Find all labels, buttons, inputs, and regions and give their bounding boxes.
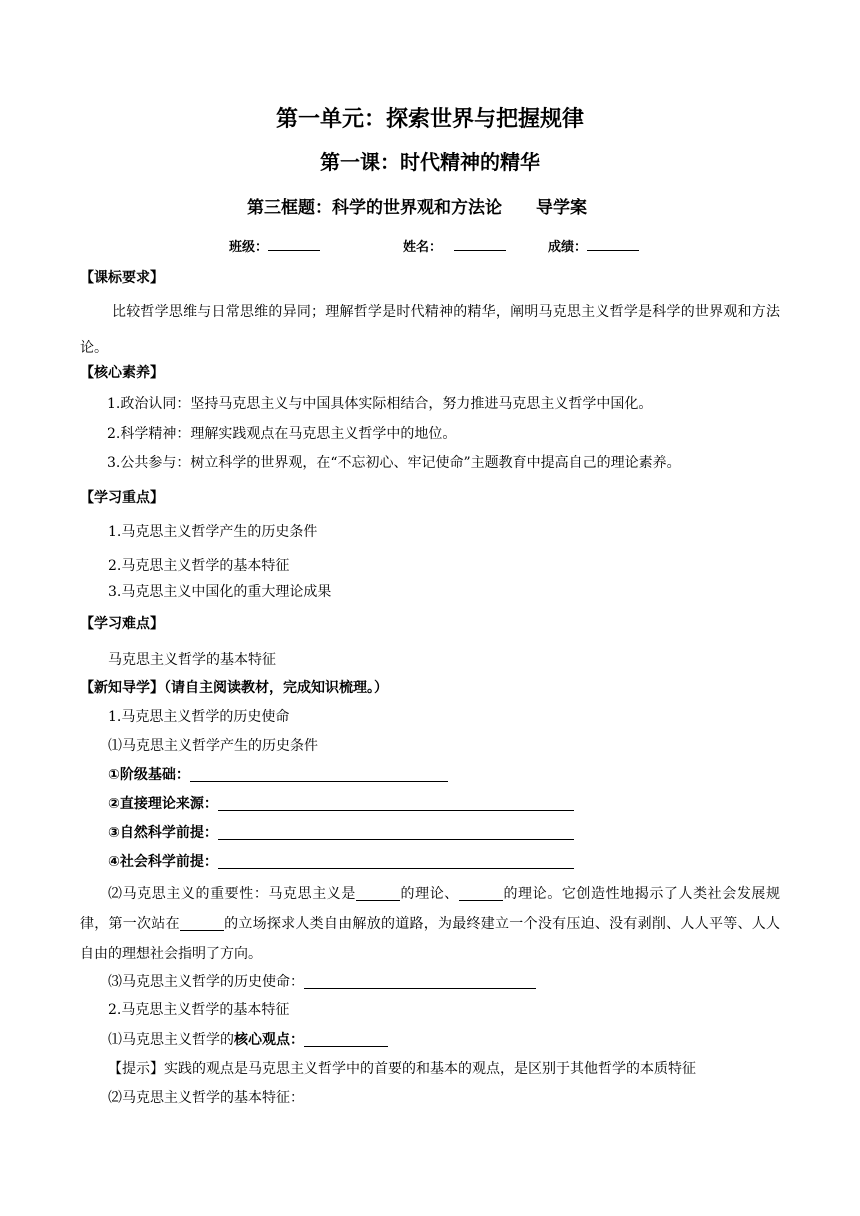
difficulties-heading: 【学习难点】 bbox=[80, 616, 164, 632]
cond-natural-label: ③自然科学前提： bbox=[108, 825, 218, 841]
cond-social-blank[interactable] bbox=[218, 852, 574, 869]
importance-blank-3[interactable] bbox=[180, 914, 224, 931]
name-field bbox=[403, 236, 506, 257]
core-literacy-heading: 【核心素养】 bbox=[80, 365, 164, 381]
new-knowledge-heading-note: （请自主阅读教材，完成知识梳理。） bbox=[164, 680, 388, 696]
mission-row bbox=[108, 972, 536, 992]
cond-theory-blank[interactable] bbox=[218, 794, 574, 811]
importance-blank-1[interactable] bbox=[356, 884, 400, 901]
key-point-1: 1.马克思主义哲学产生的历史条件 bbox=[108, 524, 318, 540]
mission-blank[interactable] bbox=[304, 972, 536, 989]
curriculum-text: 比较哲学思维与日常思维的异同；理解哲学是时代精神的精华，阐明马克思主义哲学是科学的世界观和方法论。 bbox=[80, 304, 780, 356]
importance-paragraph bbox=[80, 879, 780, 969]
name-label: 姓名： bbox=[403, 240, 443, 255]
class-field bbox=[229, 236, 320, 257]
cond-social-row bbox=[108, 852, 574, 872]
score-blank[interactable] bbox=[587, 236, 639, 251]
nk-item-2: 2.马克思主义哲学的基本特征 bbox=[108, 1002, 290, 1018]
hint-text: 实践的观点是马克思主义哲学中的首要的和基本的观点，是区别于其他哲学的本质特征 bbox=[164, 1061, 696, 1077]
class-label: 班级： bbox=[229, 240, 269, 255]
difficulties-text: 马克思主义哲学的基本特征 bbox=[108, 652, 276, 668]
score-field bbox=[548, 236, 639, 257]
core-view-bold: 核心观点： bbox=[234, 1032, 304, 1048]
name-blank[interactable] bbox=[454, 236, 506, 251]
basic-features-row: ⑵马克思主义哲学的基本特征： bbox=[108, 1090, 304, 1106]
hint-label: 【提示】 bbox=[108, 1061, 164, 1077]
topic-title bbox=[247, 197, 587, 219]
core-view-blank[interactable] bbox=[304, 1030, 388, 1047]
key-points-heading: 【学习重点】 bbox=[80, 490, 164, 506]
cond-class-label: ①阶级基础： bbox=[108, 767, 190, 783]
importance-blank-2[interactable] bbox=[459, 884, 503, 901]
score-label: 成绩： bbox=[548, 240, 588, 255]
cond-natural-row bbox=[108, 823, 574, 843]
key-point-2: 2.马克思主义哲学的基本特征 bbox=[108, 558, 290, 574]
cond-theory-row bbox=[108, 794, 574, 814]
core-literacy-item-2: 2.科学精神：理解实践观点在马克思主义哲学中的地位。 bbox=[107, 426, 457, 442]
lesson-title: 第一课：时代精神的精华 bbox=[320, 150, 540, 174]
unit-title: 第一单元：探索世界与把握规律 bbox=[275, 107, 584, 132]
mission-label: ⑶马克思主义哲学的历史使命： bbox=[108, 974, 304, 990]
hint-row bbox=[108, 1059, 696, 1079]
new-knowledge-heading bbox=[80, 678, 388, 698]
nk-item-1-sub-1: ⑴马克思主义哲学产生的历史条件 bbox=[108, 738, 318, 754]
core-literacy-item-3: 3.公共参与：树立科学的世界观，在“不忘初心、牢记使命”主题教育中提高自己的理论素养。 bbox=[107, 455, 681, 471]
cond-class-row bbox=[108, 765, 448, 785]
importance-text-a: ⑵马克思主义的重要性：马克思主义是 bbox=[108, 886, 356, 902]
cond-social-label: ④社会科学前提： bbox=[108, 854, 218, 870]
cond-natural-blank[interactable] bbox=[218, 823, 574, 840]
doc-type-label: 导学案 bbox=[536, 198, 587, 218]
core-view-text: ⑴马克思主义哲学的 bbox=[108, 1032, 234, 1048]
core-literacy-item-1: 1.政治认同：坚持马克思主义与中国具体实际相结合，努力推进马克思主义哲学中国化。 bbox=[107, 396, 653, 412]
curriculum-heading: 【课标要求】 bbox=[80, 270, 164, 286]
importance-text-c: 的理论。它创造性地揭示了人类社会发展规律，第一次站在 bbox=[80, 886, 781, 932]
importance-text-d: 的立场探求人类自由解放的道路，为最终建立一个没有压迫、没有剥削、人人平等、人人自由的理想社会指明了方向。 bbox=[80, 916, 780, 962]
cond-theory-label: ②直接理论来源： bbox=[108, 796, 218, 812]
importance-text-b: 的理论、 bbox=[399, 886, 459, 902]
class-blank[interactable] bbox=[268, 236, 320, 251]
nk-item-1: 1.马克思主义哲学的历史使命 bbox=[108, 709, 290, 725]
topic-title-text: 第三框题：科学的世界观和方法论 bbox=[247, 198, 502, 218]
key-point-3: 3.马克思主义中国化的重大理论成果 bbox=[108, 584, 332, 600]
cond-class-blank[interactable] bbox=[190, 765, 448, 782]
new-knowledge-heading-label: 【新知导学】 bbox=[80, 680, 164, 696]
core-view-row bbox=[108, 1030, 388, 1050]
